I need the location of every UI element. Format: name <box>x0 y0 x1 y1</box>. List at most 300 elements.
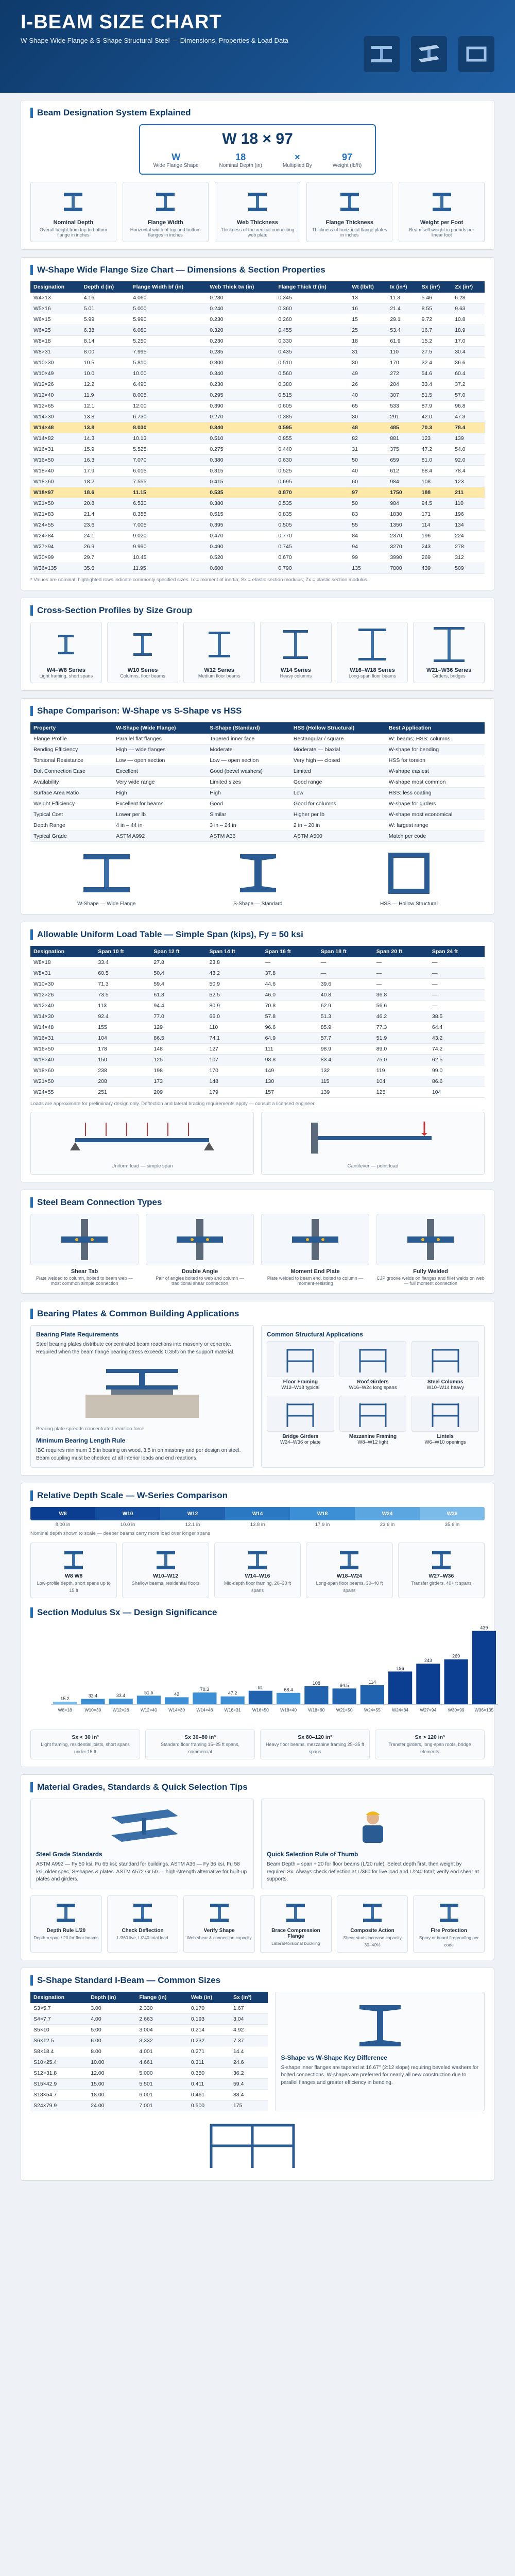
table-cell: Surface Area Ratio <box>30 788 113 799</box>
tip-desc: Depth ≈ span / 20 for floor beams <box>33 1935 99 1940</box>
table-cell: 7.37 <box>230 2035 268 2046</box>
table-cell: 0.870 <box>275 487 349 498</box>
table-cell: 127 <box>207 1044 262 1055</box>
table-cell: 96.8 <box>452 401 485 412</box>
table-cell: Torsional Resistance <box>30 755 113 766</box>
table-cell: 6.530 <box>130 498 207 509</box>
table-cell: 94.4 <box>150 1001 206 1011</box>
tip-cards <box>30 1895 485 1953</box>
table-cell: 96.6 <box>262 1022 318 1033</box>
table-cell: Moderate — biaxial <box>290 744 386 755</box>
table-cell: Limited <box>290 766 386 777</box>
table-cell: 66.0 <box>207 1011 262 1022</box>
table-cell: 148 <box>207 1076 262 1087</box>
table-cell: 11.15 <box>130 487 207 498</box>
depth-segment: W36 <box>420 1507 485 1520</box>
table-cell: 12.1 <box>81 401 130 412</box>
building-icon <box>267 1396 334 1432</box>
table-cell: 68.4 <box>419 466 452 477</box>
table-cell: 81.0 <box>419 455 452 466</box>
chart-bar <box>333 1688 356 1704</box>
table-cell: 509 <box>452 563 485 574</box>
table-cell: — <box>373 979 429 990</box>
application-desc: W12–W18 typical <box>281 1385 320 1391</box>
table-cell: 2 in – 20 in <box>290 820 386 831</box>
band-desc: Light framing, residential joists, short spans under 15 ft <box>41 1742 130 1754</box>
designation-card <box>399 182 485 242</box>
tick-label: W30×99 <box>448 1707 465 1713</box>
table-cell: 533 <box>387 401 418 412</box>
table-cell: 130 <box>262 1076 318 1087</box>
shape-caption: W-Shape — Wide Flange <box>77 901 136 907</box>
table-cell: W36×135 <box>30 563 81 574</box>
application-desc: W6–W10 openings <box>424 1439 466 1445</box>
table-cell: 0.380 <box>207 455 275 466</box>
table-cell: 119 <box>373 1065 429 1076</box>
table-cell: W18×60 <box>30 1065 95 1076</box>
data-label: 439 <box>480 1625 488 1631</box>
depth-segment: W8 <box>30 1507 95 1520</box>
table-cell: 0.435 <box>275 347 349 358</box>
tick-label: W14×30 <box>168 1707 185 1713</box>
table-row <box>30 1001 485 1011</box>
section-title: Cross-Section Profiles by Size Group <box>30 605 485 616</box>
table-cell: 0.260 <box>275 314 349 325</box>
tip-card <box>337 1895 408 1953</box>
table-cell: 125 <box>150 1055 206 1065</box>
depth-value: 13.8 in <box>250 1522 265 1528</box>
table-cell: 188 <box>419 487 452 498</box>
tick-label: W8×18 <box>58 1707 72 1713</box>
table-cell: 307 <box>387 390 418 401</box>
table-cell: 659 <box>387 455 418 466</box>
table-row <box>30 336 485 347</box>
tick-label: W10×30 <box>84 1707 101 1713</box>
w-shape-table-section <box>21 257 494 590</box>
table-cell: 20.8 <box>81 498 130 509</box>
table-cell: Good (bevel washers) <box>207 766 290 777</box>
table-cell: 51.9 <box>373 1033 429 1044</box>
table-cell: 0.380 <box>207 498 275 509</box>
table-cell: Limited sizes <box>207 777 290 788</box>
profile-card <box>30 622 102 683</box>
profile-title: W21–W36 Series <box>426 667 472 673</box>
i-beam-icon <box>127 187 204 217</box>
table-header: Span 20 ft <box>373 946 429 957</box>
table-cell: ASTM A500 <box>290 831 386 842</box>
table-cell: 60 <box>349 477 387 487</box>
table-cell: 33.4 <box>95 957 150 968</box>
table-row <box>30 755 485 766</box>
table-cell: 8.005 <box>130 390 207 401</box>
designation-section <box>21 100 494 250</box>
table-cell: Lower per lb <box>113 809 207 820</box>
table-cell: Weight Efficiency <box>30 799 113 809</box>
table-cell: 123 <box>452 477 485 487</box>
table-cell: 4 in – 44 in <box>113 820 207 831</box>
table-row <box>30 379 485 390</box>
designation-part-value: 97 <box>341 152 352 162</box>
table-cell: 86.6 <box>429 1076 485 1087</box>
i-beam-icon <box>311 187 388 217</box>
table-cell: 5.000 <box>136 2067 187 2078</box>
depth-card-title: W18–W24 <box>336 1573 362 1579</box>
data-label: 114 <box>368 1680 376 1685</box>
table-cell: 50 <box>349 455 387 466</box>
table-cell: 114 <box>419 520 452 531</box>
depth-card <box>30 1543 117 1598</box>
table-cell: S18×54.7 <box>30 2089 88 2100</box>
table-cell: 88.4 <box>230 2089 268 2100</box>
table-header: Span 10 ft <box>95 946 150 957</box>
table-row <box>30 1055 485 1065</box>
table-cell: 375 <box>387 444 418 455</box>
connection-card <box>376 1214 485 1286</box>
table-cell: 30 <box>349 412 387 422</box>
card-desc: Thickness of horizontal flange plates in inches <box>312 227 387 238</box>
table-header: Flange Width bf (in) <box>130 281 207 293</box>
table-row <box>30 777 485 788</box>
connection-icon <box>30 1214 139 1265</box>
table-header: Designation <box>30 946 95 957</box>
table-cell: 51.3 <box>318 1011 373 1022</box>
connection-title: Fully Welded <box>413 1268 448 1275</box>
table-row <box>30 509 485 520</box>
table-cell: 17.0 <box>452 336 485 347</box>
table-header: Zx (in³) <box>452 281 485 293</box>
table-cell: 37.8 <box>262 968 318 979</box>
table-cell: 92.0 <box>452 455 485 466</box>
profile-card <box>413 622 485 683</box>
tick-label: W24×84 <box>392 1707 409 1713</box>
table-row <box>30 293 485 303</box>
depth-values <box>30 1520 485 1528</box>
table-cell: 6.490 <box>130 379 207 390</box>
table-cell: W-shape most common <box>386 777 485 788</box>
card-title: Flange Width <box>147 219 183 226</box>
tip-title: Verify Shape <box>203 1927 235 1934</box>
application-card <box>339 1396 407 1445</box>
designation-cards <box>30 182 485 242</box>
designation-code: W 18 × 97 <box>222 130 293 147</box>
depth-segment: W18 <box>290 1507 355 1520</box>
shape-illustration <box>230 850 286 907</box>
table-row <box>30 1022 485 1033</box>
table-row <box>30 487 485 498</box>
table-cell: 9.020 <box>130 531 207 541</box>
table-cell: 108 <box>419 477 452 487</box>
table-cell: W-shape easiest <box>386 766 485 777</box>
table-cell: 196 <box>419 531 452 541</box>
steel-frame-illustration <box>30 2116 485 2173</box>
connection-cards <box>30 1214 485 1286</box>
depth-segment: W10 <box>95 1507 160 1520</box>
table-cell: 178 <box>95 1044 150 1055</box>
depth-value: 23.6 in <box>380 1522 395 1528</box>
table-row <box>30 358 485 368</box>
table-cell: S3×5.7 <box>30 2003 88 2014</box>
table-cell: W18×60 <box>30 477 81 487</box>
card-title: Weight per Foot <box>420 219 464 226</box>
table-cell: 1750 <box>387 487 418 498</box>
table-cell: 18 <box>349 336 387 347</box>
i-beam-icon <box>110 626 176 664</box>
table-cell: 123 <box>419 433 452 444</box>
table-cell: 30.4 <box>452 347 485 358</box>
table-cell: 0.271 <box>188 2046 230 2057</box>
table-cell: 5.501 <box>136 2078 187 2089</box>
materials-section <box>21 1774 494 1960</box>
profile-desc: Medium floor beams <box>198 673 241 679</box>
table-cell: 881 <box>387 433 418 444</box>
table-cell: 0.230 <box>207 336 275 347</box>
data-label: 47.2 <box>228 1690 237 1696</box>
table-cell: 9.63 <box>452 303 485 314</box>
table-cell: 4.16 <box>81 293 130 303</box>
table-cell: 4.92 <box>230 2024 268 2035</box>
section-modulus-chart <box>30 1624 503 1722</box>
building-icon <box>411 1396 479 1432</box>
table-cell: 6.080 <box>130 325 207 336</box>
table-cell: 2370 <box>387 531 418 541</box>
section-title: Material Grades, Standards & Quick Selection Tips <box>30 1782 485 1792</box>
table-cell: 10.45 <box>130 552 207 563</box>
table-cell: 54.6 <box>419 368 452 379</box>
table-cell: 1350 <box>387 520 418 531</box>
table-cell: ASTM A36 <box>207 831 290 842</box>
table-cell: 485 <box>387 422 418 433</box>
table-cell: 29.1 <box>387 314 418 325</box>
table-cell: 0.770 <box>275 531 349 541</box>
table-cell: 47.2 <box>419 444 452 455</box>
table-cell: 4.661 <box>136 2057 187 2067</box>
table-cell: 18.9 <box>452 325 485 336</box>
table-cell: 51.5 <box>419 390 452 401</box>
table-cell: 12.00 <box>88 2067 136 2078</box>
i-beam-icon <box>219 1547 296 1573</box>
steel-grade-panel <box>30 1799 254 1889</box>
band-title: Sx < 30 in³ <box>72 1734 99 1740</box>
table-row <box>30 563 485 574</box>
table-cell: W5×16 <box>30 303 81 314</box>
table-row <box>30 2057 268 2067</box>
table-cell: 86.5 <box>150 1033 206 1044</box>
designation-part-label: Multiplied By <box>283 163 312 168</box>
application-desc: W24–W36 or plate <box>280 1439 321 1445</box>
table-cell: Bending Efficiency <box>30 744 113 755</box>
tip-icon <box>339 1900 406 1926</box>
table-cell: 125 <box>373 1087 429 1098</box>
table-cell: Excellent <box>113 766 207 777</box>
card-desc: Beam self-weight in pounds per linear foot <box>409 227 474 238</box>
table-header: Sx (in³) <box>419 281 452 293</box>
table-header: Flange (in) <box>136 1992 187 2003</box>
card-desc: Horizontal width of top and bottom flanges in inches <box>130 227 201 238</box>
s-shape-section <box>21 1968 494 2181</box>
table-cell: 77.0 <box>150 1011 206 1022</box>
tip-icon <box>416 1900 482 1926</box>
table-header: HSS (Hollow Structural) <box>290 722 386 734</box>
table-cell: 0.411 <box>188 2078 230 2089</box>
table-cell: 10.5 <box>81 358 130 368</box>
table-cell: 47.3 <box>452 412 485 422</box>
table-cell: 6.00 <box>88 2035 136 2046</box>
table-row <box>30 734 485 744</box>
table-cell: 62.5 <box>429 1055 485 1065</box>
depth-card-title: W14–W16 <box>245 1573 270 1579</box>
table-cell: W14×30 <box>30 1011 95 1022</box>
i-beam-icon <box>127 1547 204 1573</box>
table-cell: 157 <box>262 1087 318 1098</box>
depth-card-desc: Mid-depth floor framing, 20–30 ft spans <box>224 1581 291 1593</box>
w-shape-table <box>30 281 485 574</box>
table-cell: 14.3 <box>81 433 130 444</box>
table-cell: 55 <box>349 520 387 531</box>
table-cell: 36.8 <box>373 990 429 1001</box>
table-cell: 15.2 <box>419 336 452 347</box>
table-cell: 99 <box>349 552 387 563</box>
selection-rule-panel <box>261 1799 485 1889</box>
designation-card <box>215 182 301 242</box>
table-cell: 16.3 <box>81 455 130 466</box>
depth-card-desc: Long-span floor beams, 30–40 ft spans <box>316 1581 383 1593</box>
data-label: 33.4 <box>116 1693 126 1699</box>
table-row <box>30 1087 485 1098</box>
depth-value: 8.00 in <box>55 1522 71 1528</box>
table-cell: 38.5 <box>429 1011 485 1022</box>
section-title: S-Shape Standard I-Beam — Common Sizes <box>30 1975 485 1986</box>
table-cell: 0.285 <box>207 347 275 358</box>
chart-bar <box>277 1693 300 1704</box>
table-cell: W14×48 <box>30 1022 95 1033</box>
connection-title: Shear Tab <box>71 1268 98 1275</box>
table-cell: 0.170 <box>188 2003 230 2014</box>
table-cell: Higher per lb <box>290 809 386 820</box>
table-cell: 70.8 <box>262 1001 318 1011</box>
profile-title: W12 Series <box>204 667 235 673</box>
data-label: 32.4 <box>88 1693 98 1699</box>
section-title: Shape Comparison: W-Shape vs S-Shape vs HSS <box>30 706 485 716</box>
connection-card <box>261 1214 369 1286</box>
table-cell: 7.070 <box>130 455 207 466</box>
table-cell: 0.520 <box>207 552 275 563</box>
table-cell: 0.535 <box>275 498 349 509</box>
table-cell: 11.95 <box>130 563 207 574</box>
table-cell: 155 <box>95 1022 150 1033</box>
panel-text: Steel bearing plates distribute concentrated beam reactions into masonry or concrete. Required when the beam flange bearing stress exceeds 0.35fc on the support material. <box>36 1342 235 1355</box>
table-cell: Flange Profile <box>30 734 113 744</box>
table-cell: 97 <box>349 487 387 498</box>
depth-card-title: W27–W36 <box>428 1573 454 1579</box>
table-cell: Very wide range <box>113 777 207 788</box>
table-cell: — <box>429 1001 485 1011</box>
table-row <box>30 831 485 842</box>
table-cell: W12×40 <box>30 1001 95 1011</box>
table-cell: 0.525 <box>275 466 349 477</box>
table-cell: 0.280 <box>207 293 275 303</box>
table-cell: 8.55 <box>419 303 452 314</box>
table-cell: 211 <box>452 487 485 498</box>
section-title: Bearing Plates & Common Building Applications <box>30 1309 485 1319</box>
tick-label: W16×31 <box>224 1707 241 1713</box>
tip-card <box>107 1895 179 1953</box>
table-cell: 0.695 <box>275 477 349 487</box>
table-cell: 65 <box>349 401 387 412</box>
table-cell: 0.515 <box>275 390 349 401</box>
table-row <box>30 541 485 552</box>
table-cell: 78.4 <box>452 466 485 477</box>
table-row <box>30 390 485 401</box>
designation-part <box>283 152 312 168</box>
table-cell: High — wide flanges <box>113 744 207 755</box>
building-icon <box>339 1396 407 1432</box>
chart-bar <box>81 1699 105 1704</box>
table-cell: 85.9 <box>318 1022 373 1033</box>
data-label: 15.2 <box>60 1696 70 1702</box>
table-cell: 40 <box>349 390 387 401</box>
table-cell: S6×12.5 <box>30 2035 88 2046</box>
i-beam-icon <box>101 1807 183 1848</box>
profile-desc: Long-span floor beams <box>348 673 397 679</box>
table-cell: 0.490 <box>207 541 275 552</box>
table-header: Sx (in³) <box>230 1992 268 2003</box>
table-header: W-Shape (Wide Flange) <box>113 722 207 734</box>
table-cell: 0.455 <box>275 325 349 336</box>
header-beam-icons <box>364 36 494 72</box>
table-cell: W-shape for girders <box>386 799 485 809</box>
table-cell: 107 <box>207 1055 262 1065</box>
designation-card <box>306 182 392 242</box>
section-title: Allowable Uniform Load Table — Simple Span (kips), Fy = 50 ksi <box>30 929 485 940</box>
table-cell: — <box>373 957 429 968</box>
tip-title: Depth Rule L/20 <box>46 1927 86 1934</box>
table-cell: 0.230 <box>207 314 275 325</box>
table-cell: Low — open section <box>207 755 290 766</box>
depth-card-title: W10–W12 <box>153 1573 179 1579</box>
application-card <box>339 1341 407 1391</box>
application-title: Mezzanine Framing <box>349 1434 397 1439</box>
table-cell: — <box>318 957 373 968</box>
depth-cards <box>30 1543 485 1598</box>
table-cell: 0.461 <box>188 2089 230 2100</box>
table-cell: 0.470 <box>207 531 275 541</box>
table-cell: Bolt Connection Ease <box>30 766 113 777</box>
table-row <box>30 477 485 487</box>
table-cell: Good <box>207 799 290 809</box>
table-row <box>30 820 485 831</box>
band-desc: Standard floor framing 15–25 ft spans, commercial <box>160 1742 240 1754</box>
table-cell: 0.515 <box>207 509 275 520</box>
table-header: Web (in) <box>188 1992 230 2003</box>
table-cell: W16×50 <box>30 455 81 466</box>
table-cell: 8.00 <box>88 2046 136 2057</box>
table-cell: 6.730 <box>130 412 207 422</box>
connection-desc: Pair of angles bolted to web and column — traditional shear connection <box>156 1276 244 1286</box>
designation-part-label: Wide Flange Shape <box>153 163 199 168</box>
table-cell: Tapered inner face <box>207 734 290 744</box>
table-cell: W14×48 <box>30 422 81 433</box>
table-cell: 8.00 <box>81 347 130 358</box>
table-row <box>30 433 485 444</box>
table-header: Web Thick tw (in) <box>207 281 275 293</box>
table-row <box>30 979 485 990</box>
section-title: W-Shape Wide Flange Size Chart — Dimensions & Section Properties <box>30 265 485 275</box>
data-label: 269 <box>452 1653 460 1659</box>
designation-card <box>123 182 209 242</box>
table-cell: 984 <box>387 498 418 509</box>
table-cell: 87.9 <box>419 401 452 412</box>
table-row <box>30 1011 485 1022</box>
